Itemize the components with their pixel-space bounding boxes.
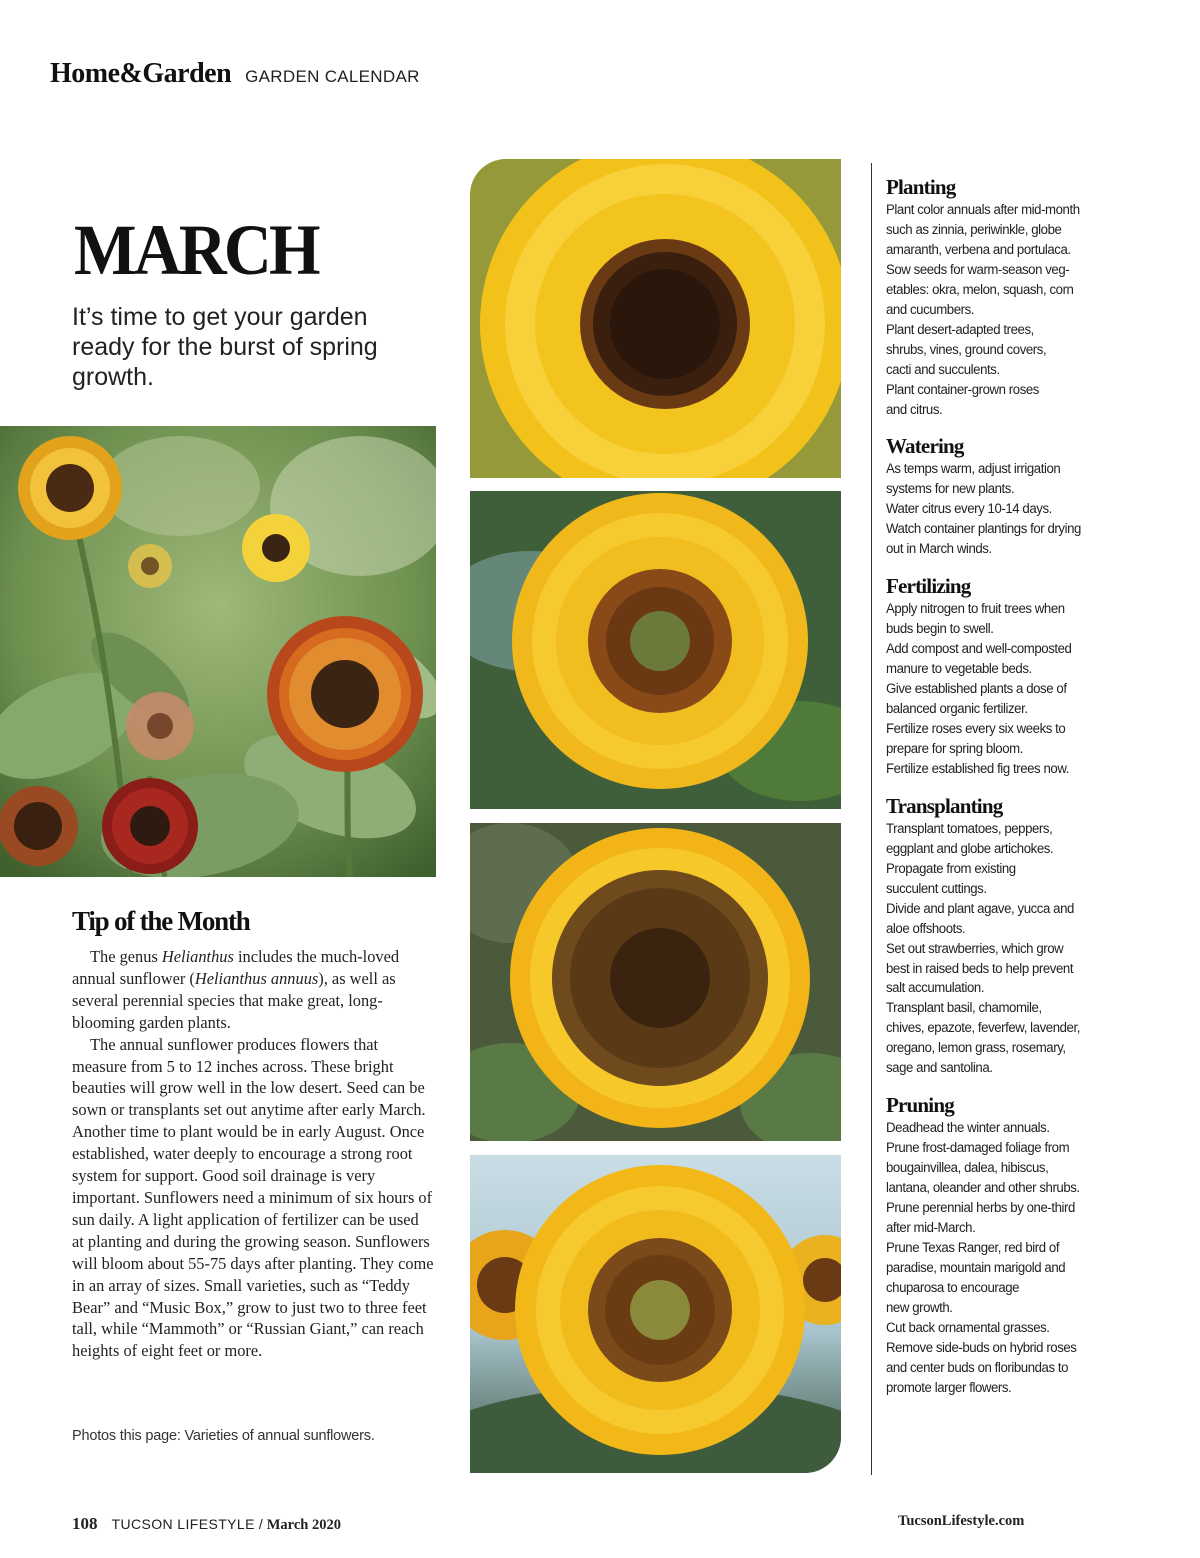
tip-heading: Tip of the Month: [72, 906, 250, 936]
section-planting: [886, 174, 1136, 420]
section-line: Plant desert-adapted trees,: [886, 321, 1034, 338]
section-pruning: [886, 1092, 1136, 1398]
section-fertilizing: [886, 573, 1136, 780]
sunflower-photo-4: [470, 1155, 841, 1473]
page-number: 108: [72, 1514, 98, 1533]
footer-separator: /: [258, 1516, 263, 1532]
magazine-name: TUCSON LIFESTYLE: [111, 1516, 255, 1532]
section-line: shrubs, vines, ground covers,: [886, 341, 1047, 358]
tip-paragraph-2: The annual sunflower produces flowers that measure from 5 to 12 inches across. These bright beauties will grow well in the low desert. Seed can be sown or transplants set out anytime after early March. Another time to plant would be in early August. Once established, water deeply to encourage a strong root system for support. Good soil drainage is very important. Sunflowers need a minimum of six hours of sun daily. A light application of fertilizer can be used at planting and during the growing season. Sunflowers will bloom about 55-75 days after planting. They come in an array of sizes. Small varieties, such as “Teddy Bear” and “Music Box,” grow to just two to three feet tall, while “Mammoth” or “Russian Giant,” can reach heights of eight feet or more.: [72, 1034, 434, 1361]
brand-logo: Home&Garden: [50, 58, 232, 89]
section-heading: Watering: [886, 434, 964, 459]
section-line: salt accumulation.: [886, 980, 985, 997]
sunflower-photo-1: [470, 159, 841, 478]
section-line: bougainvillea, dalea, hibiscus,: [886, 1160, 1049, 1177]
sunflower-photo-3: [470, 823, 841, 1141]
section-line: systems for new plants.: [886, 481, 1015, 498]
section-line: etables: okra, melon, squash, corn: [886, 281, 1074, 298]
issue-date: March 2020: [266, 1517, 341, 1533]
section-watering: [886, 433, 1136, 560]
section-line: buds begin to swell.: [886, 621, 994, 638]
section-line: Remove side-buds on hybrid roses: [886, 1339, 1077, 1356]
section-line: Prune frost-damaged foliage from: [886, 1140, 1070, 1157]
section-line: chives, epazote, feverfew, lavender,: [886, 1020, 1080, 1037]
calendar-sidebar: [886, 174, 1136, 1412]
section-name: GARDEN CALENDAR: [245, 67, 420, 86]
section-line: Give established plants a dose of: [886, 681, 1067, 698]
section-line: and citrus.: [886, 401, 943, 418]
section-line: oregano, lemon grass, rosemary,: [886, 1040, 1066, 1057]
column-divider: [871, 163, 872, 1475]
section-line: Divide and plant agave, yucca and: [886, 900, 1074, 917]
section-line: succulent cuttings.: [886, 880, 987, 897]
section-line: best in raised beds to help prevent: [886, 960, 1074, 977]
section-line: Fertilize roses every six weeks to: [886, 720, 1066, 737]
section-line: and center buds on floribundas to: [886, 1359, 1069, 1376]
section-line: Prune Texas Ranger, red bird of: [886, 1239, 1060, 1256]
section-heading: Pruning: [886, 1093, 954, 1118]
sunflower-photo-2: [470, 491, 841, 809]
section-line: Plant color annuals after mid-month: [886, 202, 1080, 218]
section-line: As temps warm, adjust irrigation: [886, 461, 1061, 478]
section-line: balanced organic fertilizer.: [886, 701, 1028, 718]
section-line: lantana, oleander and other shrubs.: [886, 1180, 1080, 1197]
section-transplanting: [886, 793, 1136, 1079]
tip-body: [72, 946, 434, 1362]
section-line: Water citrus every 10-14 days.: [886, 501, 1052, 518]
section-line: paradise, mountain marigold and: [886, 1259, 1066, 1276]
tip-paragraph-1: The genus Helianthus includes the much-loved annual sunflower (Helianthus annuus), as well as several perennial species that make great, long-blooming garden plants.: [72, 947, 400, 1032]
section-heading: Fertilizing: [886, 574, 971, 599]
section-line: cacti and succulents.: [886, 361, 1000, 378]
section-line: Add compost and well-composted: [886, 641, 1072, 658]
section-line: promote larger flowers.: [886, 1379, 1012, 1396]
section-heading: Planting: [886, 175, 956, 199]
sunflower-garden-photo: [0, 426, 436, 877]
section-line: manure to vegetable beds.: [886, 661, 1032, 678]
section-line: Apply nitrogen to fruit trees when: [886, 601, 1065, 618]
section-line: Sow seeds for warm-season veg-: [886, 261, 1070, 278]
section-line: after mid-March.: [886, 1219, 976, 1236]
section-line: sage and santolina.: [886, 1060, 993, 1077]
section-line: such as zinnia, periwinkle, globe: [886, 221, 1062, 238]
section-heading: Transplanting: [886, 793, 1003, 818]
section-line: Transplant basil, chamomile,: [886, 1000, 1042, 1017]
section-line: chuparosa to encourage: [886, 1279, 1020, 1296]
page-header: [50, 58, 420, 90]
section-line: Fertilize established fig trees now.: [886, 760, 1069, 777]
section-line: Deadhead the winter annuals.: [886, 1120, 1050, 1137]
section-line: Cut back ornamental grasses.: [886, 1319, 1050, 1336]
section-line: eggplant and globe artichokes.: [886, 840, 1054, 857]
intro-text: It’s time to get your garden ready for the burst of spring growth.: [72, 303, 378, 391]
website-link[interactable]: TucsonLifestyle.com: [898, 1513, 1025, 1529]
page-footer: [72, 1514, 341, 1534]
section-line: out in March winds.: [886, 541, 992, 558]
page-title: MARCH: [74, 210, 318, 290]
section-line: Transplant tomatoes, peppers,: [886, 820, 1053, 837]
section-line: amaranth, verbena and portulaca.: [886, 241, 1071, 258]
section-line: Prune perennial herbs by one-third: [886, 1200, 1075, 1217]
section-line: aloe offshoots.: [886, 920, 966, 937]
photo-caption: Photos this page: Varieties of annual sunflowers.: [72, 1428, 375, 1444]
section-line: and cucumbers.: [886, 301, 975, 318]
section-line: Set out strawberries, which grow: [886, 940, 1064, 957]
section-line: Watch container plantings for drying: [886, 521, 1081, 538]
section-line: prepare for spring bloom.: [886, 740, 1023, 757]
section-line: Propagate from existing: [886, 860, 1016, 877]
section-line: new growth.: [886, 1299, 953, 1316]
section-line: Plant container-grown roses: [886, 381, 1039, 398]
